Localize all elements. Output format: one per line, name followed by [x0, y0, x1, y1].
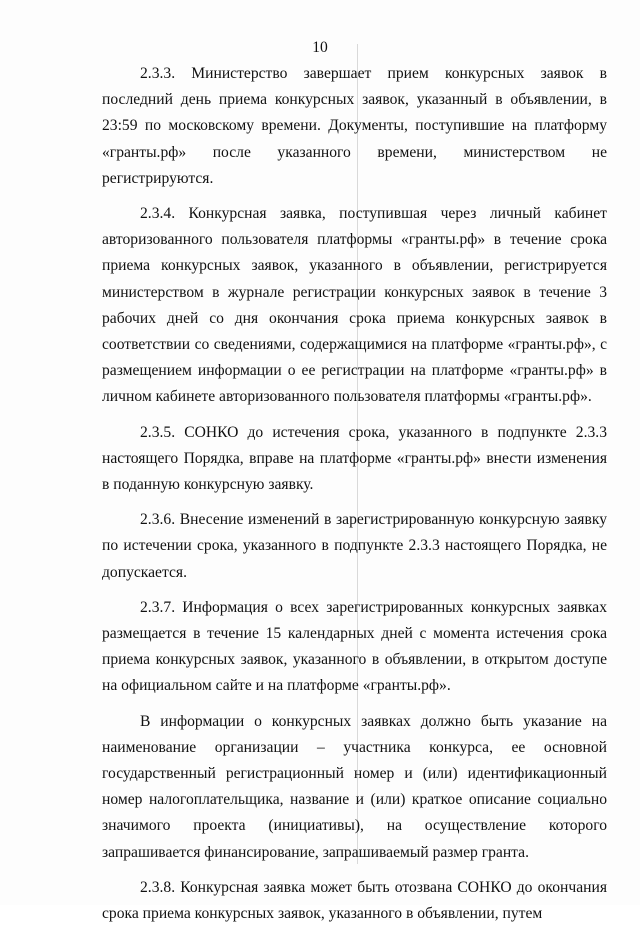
paragraph-2-3-3: 2.3.3. Министерство завершает прием конкурсных заявок в последний день приема конкурсных заявок, указанный в объявлении, в 23:59 по московскому времени. Документы, поступившие на платформу «гранты.рф» после указанного времени, министерством не регистрируются. — [102, 65, 607, 187]
paragraph-application-info: В информации о конкурсных заявках должно быть указание на наименование организации – участника конкурса, ее основной государственный регистрационный номер и (или) идентификационный номер налогоплательщика, название и (или) краткое описание социально значимого проекта (инициативы), на осуществление которого запрашивается финансирование, запрашиваемый размер гранта. — [102, 712, 607, 861]
paragraph-2-3-5: 2.3.5. СОНКО до истечения срока, указанного в подпункте 2.3.3 настоящего Порядка, вправе на платформе «гранты.рф» внести изменения в поданную конкурсную заявку. — [102, 423, 607, 494]
document-body — [102, 61, 607, 927]
paragraph-2-3-6: 2.3.6. Внесение изменений в зарегистрированную конкурсную заявку по истечении срока, указанного в подпункте 2.3.3 настоящего Порядка, не допускается. — [102, 511, 607, 581]
page-number: 10 — [312, 39, 328, 56]
paragraph-2-3-4: 2.3.4. Конкурсная заявка, поступившая через личный кабинет авторизованного пользователя платформы «гранты.рф» в течение срока приема конкурсных заявок, указанного в объявлении, регистрируется министерством в журнале регистрации конкурсных заявок в течение 3 рабочих дней со дня окончания срока приема конкурсных заявок в соответствии со сведениями, содержащимися на платформе «гранты.рф», с размещением информации о ее регистрации на платформе «гранты.рф» в личном кабинете авторизованного пользователя платформы «гранты.рф». — [102, 205, 607, 406]
paragraph-2-3-7: 2.3.7. Информация о всех зарегистрированных конкурсных заявках размещается в течение 15 календарных дней с момента истечения срока приема конкурсных заявок, указанного в объявлении, в открытом доступе на официальном сайте и на платформе «гранты.рф». — [102, 598, 607, 695]
paragraph-2-3-8: 2.3.8. Конкурсная заявка может быть отозвана СОНКО до окончания срока приема конкурсных заявок, указанного в объявлении, путем — [102, 878, 607, 923]
